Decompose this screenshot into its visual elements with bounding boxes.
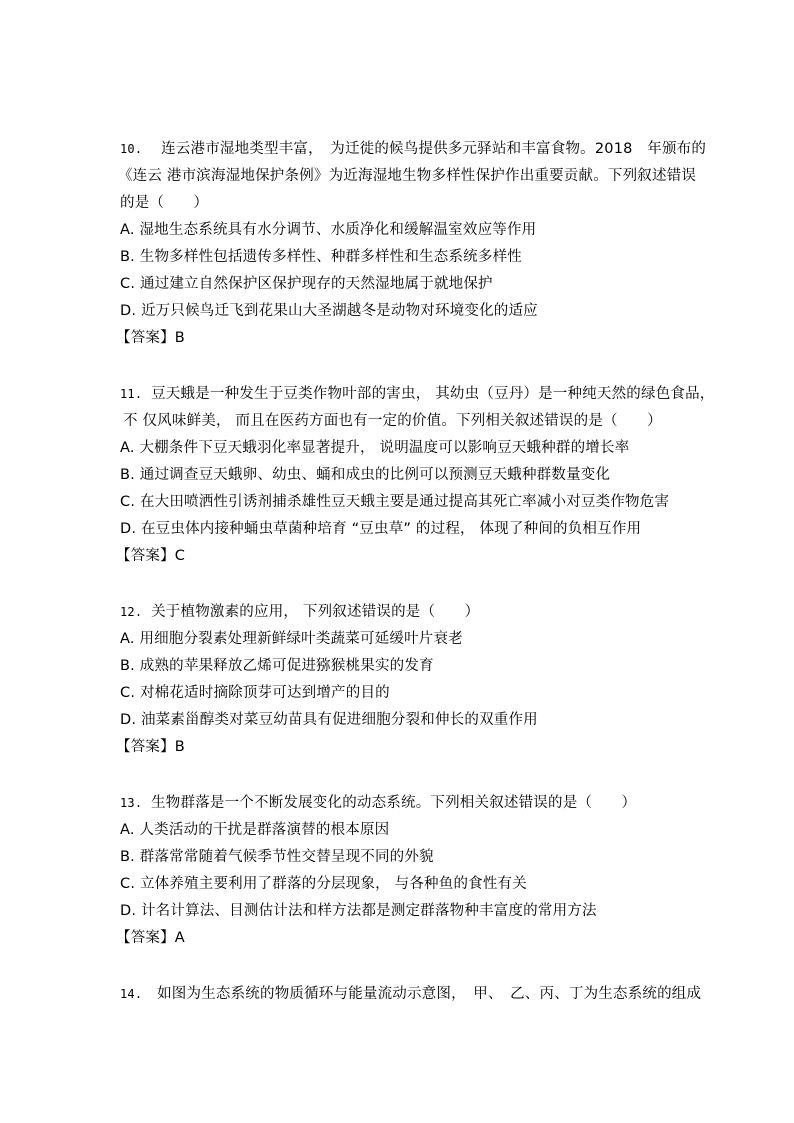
question-number: 12.: [120, 605, 143, 619]
question-stem-line: 的是（ ）: [120, 195, 209, 211]
question-number: 10.: [120, 142, 143, 156]
option-d: D. 油菜素甾醇类对菜豆幼苗具有促进细胞分裂和伸长的双重作用: [120, 712, 538, 728]
question-stem-line: 14. 如图为生态系统的物质循环与能量流动示意图， 甲、 乙、丙、丁为生态系统的组成: [120, 986, 702, 1002]
answer-line: 【答案】A: [116, 930, 185, 946]
answer-line: 【答案】C: [116, 548, 186, 564]
question-stem-line: 11. 豆天蛾是一种发生于豆类作物叶部的害虫， 其幼虫（豆丹）是一种纯天然的绿色食品，: [120, 386, 715, 402]
question-stem-line: 10. 连云港市湿地类型丰富， 为迁徙的候鸟提供多元驿站和丰富食物。2018 年颁布的: [120, 141, 707, 157]
option-b: B. 成熟的苹果释放乙烯可促进猕猴桃果实的发育: [120, 658, 434, 674]
option-a: A. 湿地生态系统具有水分调节、水质净化和缓解温室效应等作用: [120, 222, 537, 238]
option-d: D. 在豆虫体内接种蛹虫草菌种培育 “豆虫草” 的过程， 体现了种间的负相互作用: [120, 521, 642, 537]
option-b: B. 通过调查豆天蛾卵、幼虫、蛹和成虫的比例可以预测豆天蛾种群数量变化: [120, 467, 611, 483]
option-c: C. 立体养殖主要利用了群落的分层现象， 与各种鱼的食性有关: [120, 876, 527, 892]
question-stem-line: 不 仅风味鲜美， 而且在医药方面也有一定的价值。下列相关叙述错误的是（ ）: [123, 413, 662, 429]
question-number: 13.: [120, 796, 143, 810]
question-stem-line: 13. 生物群落是一个不断发展变化的动态系统。下列相关叙述错误的是（ ）: [120, 795, 637, 811]
option-c: C. 对棉花适时摘除顶芽可达到增产的目的: [120, 685, 390, 701]
option-a: A. 用细胞分裂素处理新鲜绿叶类蔬菜可延缓叶片衰老: [120, 631, 463, 647]
question-number: 14.: [120, 987, 143, 1001]
option-b: B. 生物多样性包括遗传多样性、种群多样性和生态系统多样性: [120, 249, 522, 265]
option-d: D. 近万只候鸟迁飞到花果山大圣湖越冬是动物对环境变化的适应: [120, 303, 538, 319]
answer-line: 【答案】B: [116, 739, 185, 755]
option-a: A. 人类活动的干扰是群落演替的根本原因: [120, 822, 390, 838]
option-d: D. 计名计算法、目测估计法和样方法都是测定群落物种丰富度的常用方法: [120, 903, 597, 919]
option-b: B. 群落常常随着气候季节性交替呈现不同的外貌: [120, 849, 434, 865]
option-c: C. 通过建立自然保护区保护现存的天然湿地属于就地保护: [120, 276, 493, 292]
answer-line: 【答案】B: [116, 330, 185, 346]
option-c: C. 在大田喷洒性引诱剂捕杀雄性豆天蛾主要是通过提高其死亡率减小对豆类作物危害: [120, 494, 670, 510]
question-stem-line: 12. 关于植物激素的应用， 下列叙述错误的是（ ）: [120, 604, 480, 620]
question-number: 11.: [120, 387, 143, 401]
question-stem-line: 《连云 港市滨海湿地保护条例》为近海湿地生物多样性保护作出重要贡献。下列叙述错误: [118, 168, 697, 184]
option-a: A. 大棚条件下豆天蛾羽化率显著提升， 说明温度可以影响豆天蛾种群的增长率: [120, 440, 630, 456]
